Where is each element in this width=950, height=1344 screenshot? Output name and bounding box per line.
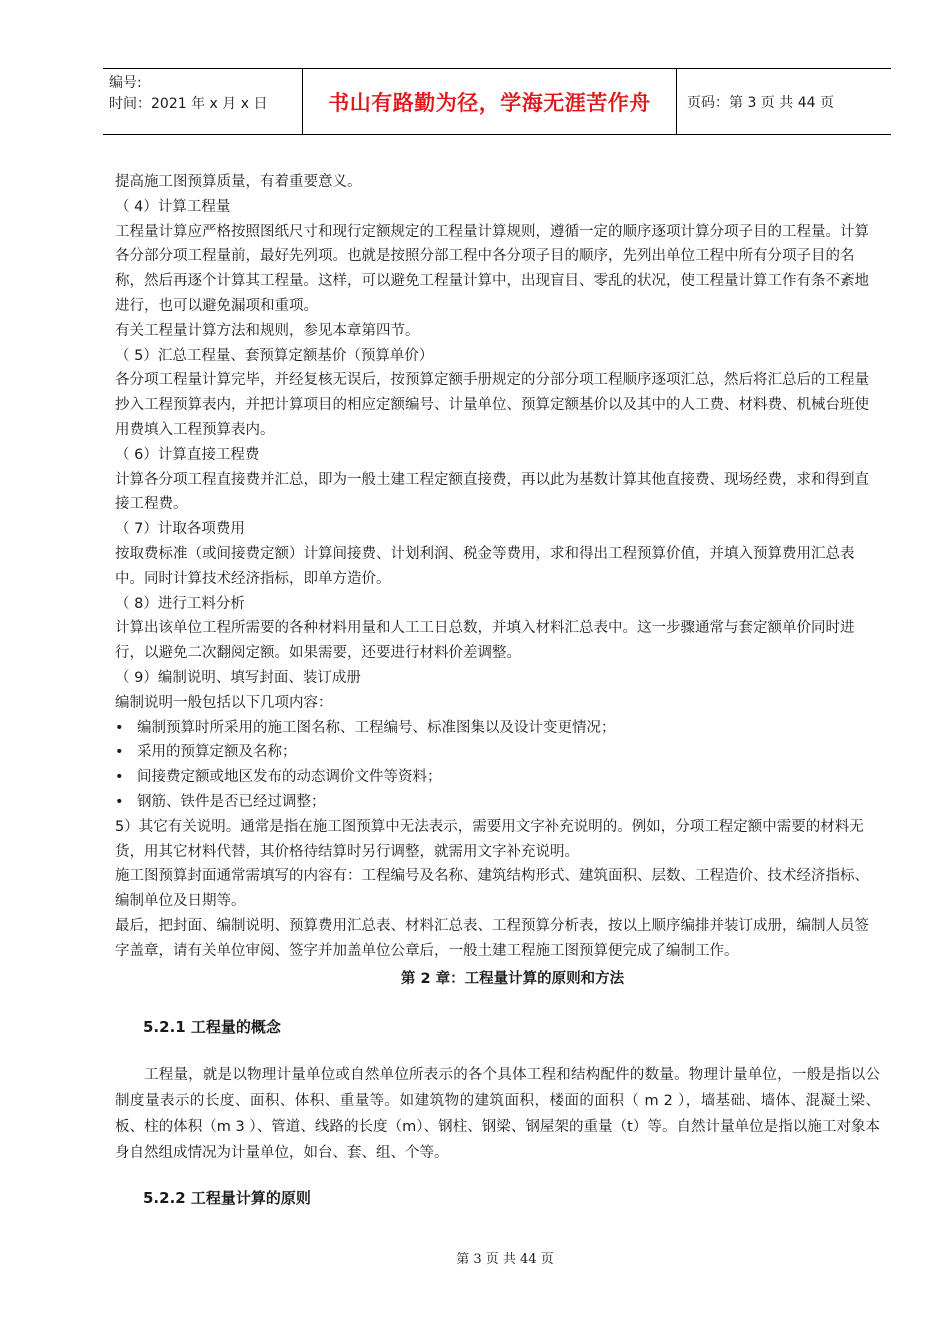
section-heading: 5.2.2 工程量计算的原则 bbox=[143, 1189, 311, 1208]
number-label: 编号: bbox=[109, 75, 142, 91]
step-heading: （ 9）编制说明、填写封面、装订成册 bbox=[115, 669, 361, 686]
paragraph: 工程量，就是以物理计量单位或自然单位所表示的各个具体工程和结构配件的数量。物理计量单位，一般是指以公制度量表示的长度、面积、体积、重量等。如建筑物的建筑面积，楼面的面积（ m 2 ），墙基础、墙体、混凝土梁、板、柱的体积（m 3 ）、管道、线路的长度（m）、钢柱、钢梁、钢屋架的重量（t）等。自然计量单位是指以施工对象本身自然组成情况为计量单位，如台、套、组、个等。 bbox=[115, 1067, 880, 1162]
step-heading: （ 8）进行工料分析 bbox=[115, 595, 245, 612]
step-heading: （ 5）汇总工程量、套预算定额基价（预算单价） bbox=[115, 347, 434, 364]
document-body bbox=[115, 170, 880, 1211]
header-meta bbox=[103, 69, 303, 134]
motto: 书山有路勤为径，学海无涯苦作舟 bbox=[328, 90, 651, 115]
paragraph: 最后，把封面、编制说明、预算费用汇总表、材料汇总表、工程预算分析表，按以上顺序编排并装订成册，编制人员签字盖章，请有关单位审阅、签字并加盖单位公章后，一般土建工程施工图预算便完成了编制工作。 bbox=[115, 917, 869, 959]
page-header bbox=[103, 68, 891, 135]
bullet-item bbox=[115, 740, 880, 765]
step-heading: （ 4）计算工程量 bbox=[115, 198, 231, 215]
bullet-text: 钢筋、铁件是否已经过调整； bbox=[137, 793, 326, 810]
step-heading: （ 6）计算直接工程费 bbox=[115, 446, 260, 463]
bullet-dot: • bbox=[115, 769, 124, 786]
paragraph: 提高施工图预算质量，有着重要意义。 bbox=[115, 174, 362, 190]
time-label: 时间：2021 年 x 月 x 日 bbox=[109, 96, 268, 112]
header-motto-cell bbox=[303, 69, 677, 134]
paragraph: 编制说明一般包括以下几项内容： bbox=[115, 694, 333, 711]
paragraph: 各分项工程量计算完毕，并经复核无误后，按预算定额手册规定的分部分项工程顺序逐项汇总，然后将汇总后的工程量抄入工程预算表内，并把计算项目的相应定额编号、计量单位、预算定额基价以及其中的人工费、材料费、机械台班使用费填入工程预算表内。 bbox=[115, 372, 869, 438]
bullet-text: 采用的预算定额及名称； bbox=[137, 744, 297, 761]
chapter-title: 第 2 章：工程量计算的原则和方法 bbox=[400, 970, 625, 987]
step-heading: （ 7）计取各项费用 bbox=[115, 521, 245, 538]
paragraph: 有关工程量计算方法和规则，参见本章第四节。 bbox=[115, 322, 420, 339]
paragraph: 施工图预算封面通常需填写的内容有：工程编号及名称、建筑结构形式、建筑面积、层数、工程造价、技术经济指标、编制单位及日期等。 bbox=[115, 868, 869, 910]
bullet-text: 间接费定额或地区发布的动态调价文件等资料； bbox=[137, 769, 442, 786]
bullet-item bbox=[115, 790, 880, 815]
bullet-dot: • bbox=[115, 793, 124, 810]
paragraph: 计算出该单位工程所需要的各种材料用量和人工工日总数，并填入材料汇总表中。这一步骤通常与套定额单价同时进行，以避免二次翻阅定额。如果需要，还要进行材料价差调整。 bbox=[115, 620, 855, 662]
page-footer: 第 3 页 共 44 页 bbox=[456, 1252, 554, 1267]
paragraph: 5）其它有关说明。通常是指在施工图预算中无法表示，需要用文字补充说明的。例如，分项工程定额中需要的材料无货，用其它材料代替，其价格待结算时另行调整，就需用文字补充说明。 bbox=[115, 818, 864, 860]
bullet-dot: • bbox=[115, 719, 124, 736]
bullet-item bbox=[115, 716, 880, 741]
paragraph: 工程量计算应严格按照图纸尺寸和现行定额规定的工程量计算规则，遵循一定的顺序逐项计算分项子目的工程量。计算各分部分项工程量前，最好先列项。也就是按照分部工程中各分项子目的顺序，先列出单位工程中所有分项子目的名称，然后再逐个计算其工程量。这样，可以避免工程量计算中，出现盲目、零乱的状况，使工程量计算工作有条不紊地进行，也可以避免漏项和重项。 bbox=[115, 223, 869, 314]
page-label: 页码：第 3 页 共 44 页 bbox=[687, 94, 834, 111]
paragraph: 按取费标准（或间接费定额）计算间接费、计划利润、税金等费用，求和得出工程预算价值，并填入预算费用汇总表中。同时计算技术经济指标，即单方造价。 bbox=[115, 545, 855, 587]
bullet-item bbox=[115, 765, 880, 790]
section-heading: 5.2.1 工程量的概念 bbox=[143, 1018, 281, 1037]
bullet-text: 编制预算时所采用的施工图名称、工程编号、标准图集以及设计变更情况； bbox=[137, 719, 616, 736]
bullet-dot: • bbox=[115, 744, 124, 761]
header-page-cell bbox=[677, 69, 891, 134]
paragraph: 计算各分项工程直接费并汇总，即为一般土建工程定额直接费，再以此为基数计算其他直接费、现场经费，求和得到直接工程费。 bbox=[115, 471, 869, 513]
